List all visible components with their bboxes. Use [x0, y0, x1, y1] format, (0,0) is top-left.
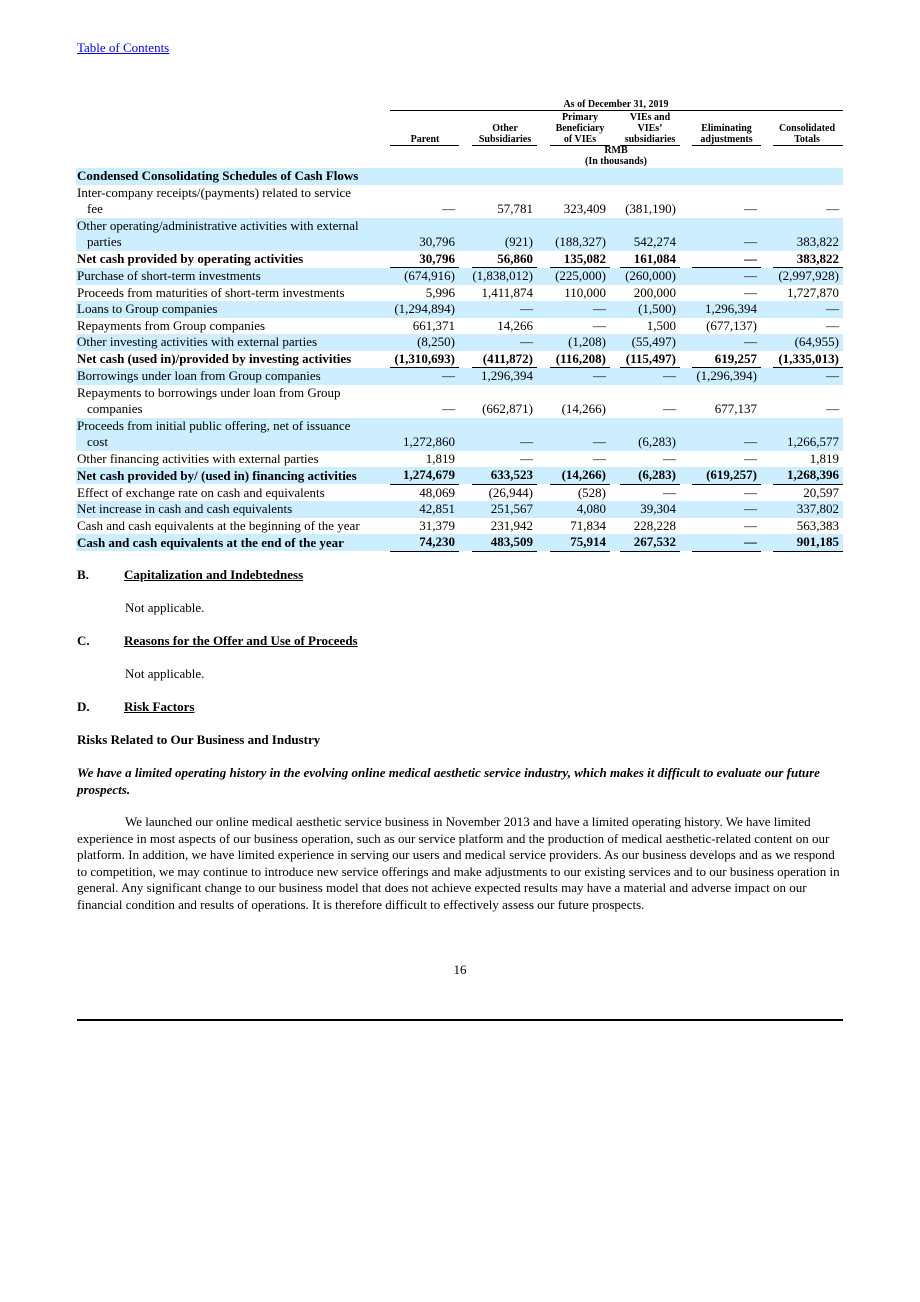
cell-pbv: (116,208)	[550, 351, 610, 368]
col-header-other-subsidiaries: Other Subsidiaries	[478, 123, 532, 145]
cell-pbv: 110,000	[564, 284, 606, 300]
section-title: Risk Factors	[124, 699, 195, 714]
cell-parent: —	[442, 401, 455, 416]
cell-cons: (2,997,928)	[773, 268, 843, 285]
cell-vies: 200,000	[633, 284, 676, 300]
cell-cons: 1,819	[809, 450, 839, 466]
footer-rule	[77, 1019, 843, 1021]
cell-other: —	[472, 418, 537, 451]
table-row	[76, 168, 843, 185]
cell-pbv: —	[550, 418, 610, 451]
cell-pbv: 135,082	[550, 251, 610, 268]
row-label: Effect of exchange rate on cash and equivalents	[77, 484, 325, 500]
cell-cons: —	[826, 201, 839, 216]
cell-elim: —	[692, 334, 761, 351]
cell-vies: (115,497)	[620, 351, 680, 368]
cell-elim: (1,296,394)	[692, 368, 761, 385]
table-row	[76, 418, 843, 451]
cell-pbv: 71,834	[570, 517, 606, 533]
section-letter: D.	[77, 699, 90, 714]
table-row	[76, 484, 843, 501]
cell-parent: (674,916)	[390, 268, 459, 285]
table-row	[76, 501, 843, 518]
col-header-primary-beneficiary: Primary Beneficiary of VIEs	[555, 112, 605, 145]
period-header: As of December 31, 2019	[563, 99, 669, 110]
cell-pbv: (188,327)	[550, 218, 610, 251]
row-label: Repayments to borrowings under loan from Group companies	[77, 384, 341, 416]
cell-elim: —	[692, 268, 761, 285]
cell-cons: 383,822	[773, 251, 843, 268]
col-header-consolidated-totals: Consolidated Totals	[778, 123, 836, 145]
cell-elim: —	[692, 534, 761, 551]
cell-parent: 48,069	[419, 484, 455, 500]
row-label: Other operating/administrative activities with external parties	[76, 218, 390, 251]
row-label: Purchase of short-term investments	[76, 268, 390, 285]
cell-parent: —	[390, 368, 459, 385]
row-label: Net increase in cash and cash equivalents	[76, 501, 390, 518]
row-label: Net cash provided by operating activities	[77, 251, 304, 266]
row-label: Cash and cash equivalents at the beginning of the year	[77, 517, 360, 533]
cell-elim: 619,257	[692, 351, 761, 368]
cell-other: 56,860	[472, 251, 537, 268]
cell-other: (921)	[472, 218, 537, 251]
cell-parent: 5,996	[425, 284, 455, 300]
table-row	[76, 385, 843, 418]
cell-parent: 1,819	[425, 450, 455, 466]
row-label: Proceeds from initial public offering, net of issuance cost	[76, 418, 390, 451]
cell-cons: (1,335,013)	[773, 351, 843, 368]
cell-cons: 20,597	[803, 484, 839, 500]
table-row	[76, 518, 843, 535]
cell-elim: —	[744, 450, 757, 466]
cell-other: (26,944)	[488, 484, 533, 500]
cell-vies: (6,283)	[620, 467, 680, 484]
period-header-rule	[460, 110, 843, 111]
cell-vies: 39,304	[620, 501, 680, 518]
cell-other: 14,266	[497, 317, 533, 333]
cell-parent: (8,250)	[390, 334, 459, 351]
cell-pbv: —	[550, 368, 610, 385]
cell-cons: 1,266,577	[773, 418, 843, 451]
cell-elim: 677,137	[714, 401, 757, 416]
cell-other: 633,523	[472, 467, 537, 484]
risk-factor-paragraph: We launched our online medical aesthetic service business in November 2013 and have a limited operating history. We have limited experience in most aspects of our business operation, such as our service platform and the production of medical aesthetic-related content on our platform. In addition, we have limited experience in serving our users and medical service providers. As our business develops and as we respond to competition, we may continue to introduce new service offerings and make adjustments to our existing services and to our business operation in general. Any significant change to our business model that does not achieve expected results may have a material and adverse impact on our financial condition and results of operations. It is therefore difficult to effectively assess our future prospects.	[77, 814, 840, 912]
cell-pbv: 323,409	[563, 201, 606, 216]
section-title: Reasons for the Offer and Use of Proceeds	[124, 633, 358, 648]
row-label: Condensed Consolidating Schedules of Cash Flows	[76, 168, 390, 185]
table-row	[76, 218, 843, 251]
cell-elim: (619,257)	[692, 467, 761, 484]
row-label: Other investing activities with external parties	[76, 334, 390, 351]
table-of-contents-link[interactable]: Table of Contents	[77, 40, 170, 55]
cell-parent: 1,274,679	[390, 467, 459, 484]
section-b-heading	[77, 567, 303, 583]
cell-cons: 901,185	[773, 534, 843, 551]
cell-other: 483,509	[472, 534, 537, 551]
table-row	[76, 368, 843, 385]
cell-elim: —	[744, 284, 757, 300]
cell-other: 57,781	[497, 201, 533, 216]
col-header-vies-subsidiaries: VIEs and VIEs’ subsidiaries	[624, 112, 676, 145]
cell-parent: 30,796	[390, 218, 459, 251]
cell-parent: 30,796	[390, 251, 459, 268]
cell-parent: 74,230	[390, 534, 459, 551]
cell-vies: —	[663, 450, 676, 466]
cell-other: (1,838,012)	[472, 268, 537, 285]
row-label: Inter-company receipts/(payments) related to service fee	[77, 184, 352, 216]
cell-parent: —	[442, 201, 455, 216]
cell-parent: (1,310,693)	[390, 351, 459, 368]
cell-cons: 563,383	[796, 517, 839, 533]
cell-cons: 1,727,870	[787, 284, 839, 300]
row-label: Loans to Group companies	[76, 301, 390, 318]
cell-cons: 383,822	[773, 218, 843, 251]
cell-cons: 337,802	[773, 501, 843, 518]
cell-elim: —	[692, 218, 761, 251]
section-letter: C.	[77, 633, 90, 648]
cell-vies: (55,497)	[620, 334, 680, 351]
cell-elim: —	[744, 517, 757, 533]
cell-other: —	[520, 450, 533, 466]
cell-other: 1,411,874	[481, 284, 533, 300]
cell-pbv: (528)	[577, 484, 606, 500]
cell-vies: (381,190)	[625, 201, 676, 216]
cell-vies: (6,283)	[620, 418, 680, 451]
row-label: Borrowings under loan from Group companies	[76, 368, 390, 385]
table-row	[76, 451, 843, 468]
cell-cons: —	[826, 401, 839, 416]
col-header-parent: Parent	[410, 134, 440, 145]
cell-pbv: (225,000)	[550, 268, 610, 285]
col-header-underline-elim	[692, 145, 761, 146]
row-label: Other financing activities with external parties	[77, 450, 319, 466]
section-c-text: Not applicable.	[125, 666, 205, 681]
cell-vies: —	[663, 401, 676, 416]
cell-vies: (260,000)	[620, 268, 680, 285]
cell-elim: —	[744, 484, 757, 500]
section-letter: B.	[77, 567, 89, 582]
cell-elim: —	[692, 418, 761, 451]
cell-cons: 1,268,396	[773, 467, 843, 484]
section-c-heading	[77, 633, 358, 649]
cell-other: 1,296,394	[472, 368, 537, 385]
col-header-underline-parent	[390, 145, 459, 146]
row-label: Cash and cash equivalents at the end of the year	[76, 534, 390, 551]
col-header-eliminating-adjustments: Eliminating adjustments	[700, 123, 753, 145]
cell-pbv: (14,266)	[561, 401, 606, 416]
col-header-underline-cons	[773, 145, 843, 146]
row-label: Net cash (used in)/provided by investing activities	[77, 351, 352, 366]
cell-elim: —	[692, 251, 761, 268]
cell-pbv: —	[550, 301, 610, 318]
cell-vies: 228,228	[633, 517, 676, 533]
table-row	[76, 285, 843, 302]
section-b-text: Not applicable.	[125, 600, 205, 615]
cell-elim: —	[692, 501, 761, 518]
cell-pbv: (14,266)	[550, 467, 610, 484]
row-label: Repayments from Group companies	[77, 317, 266, 333]
table-row	[76, 251, 843, 268]
page-number: 16	[453, 962, 467, 977]
row-label: Net cash provided by/ (used in) financing activities	[76, 467, 390, 484]
table-row	[76, 351, 843, 368]
section-title: Capitalization and Indebtedness	[124, 567, 304, 582]
cell-parent: (1,294,894)	[390, 301, 459, 318]
col-header-underline-other	[472, 145, 537, 146]
table-row	[76, 301, 843, 318]
table-row	[76, 334, 843, 351]
cell-other: —	[472, 301, 537, 318]
cell-cons: (64,955)	[773, 334, 843, 351]
currency-header: RMB	[604, 145, 628, 156]
cell-parent: 42,851	[390, 501, 459, 518]
cash-flow-table	[76, 168, 843, 552]
cell-other: 251,567	[472, 501, 537, 518]
cell-pbv: —	[593, 317, 606, 333]
cell-other: (411,872)	[472, 351, 537, 368]
cell-elim: 1,296,394	[692, 301, 761, 318]
cell-vies: (1,500)	[620, 301, 680, 318]
cell-elim: (677,137)	[706, 317, 757, 333]
cell-parent: 1,272,860	[390, 418, 459, 451]
risk-factor-title: We have a limited operating history in the evolving online medical aesthetic service industry, which makes it difficult to evaluate our future prospects.	[77, 765, 820, 797]
period-header-rule-left	[390, 110, 460, 111]
unit-header: (In thousands)	[585, 156, 647, 167]
section-d-heading	[77, 699, 194, 715]
cell-vies: 1,500	[646, 317, 676, 333]
cell-vies: 161,084	[620, 251, 680, 268]
table-row	[76, 467, 843, 484]
cell-parent: 31,379	[419, 517, 455, 533]
cell-vies: 542,274	[620, 218, 680, 251]
cell-cons: —	[773, 301, 843, 318]
table-row	[76, 534, 843, 551]
cell-cons: —	[826, 317, 839, 333]
cell-other: —	[472, 334, 537, 351]
cell-pbv: (1,208)	[550, 334, 610, 351]
cell-pbv: —	[593, 450, 606, 466]
cell-pbv: 75,914	[550, 534, 610, 551]
cell-elim: —	[744, 201, 757, 216]
cell-vies: —	[663, 484, 676, 500]
row-label: Proceeds from maturities of short-term investments	[77, 284, 345, 300]
risks-subheading: Risks Related to Our Business and Industry	[77, 732, 321, 747]
table-row	[76, 185, 843, 218]
cell-pbv: 4,080	[550, 501, 610, 518]
cell-cons: —	[773, 368, 843, 385]
table-row	[76, 268, 843, 285]
cell-vies: —	[620, 368, 680, 385]
cell-parent: 661,371	[412, 317, 455, 333]
table-row	[76, 318, 843, 335]
cell-other: (662,871)	[482, 401, 533, 416]
cell-other: 231,942	[490, 517, 533, 533]
cell-vies: 267,532	[620, 534, 680, 551]
